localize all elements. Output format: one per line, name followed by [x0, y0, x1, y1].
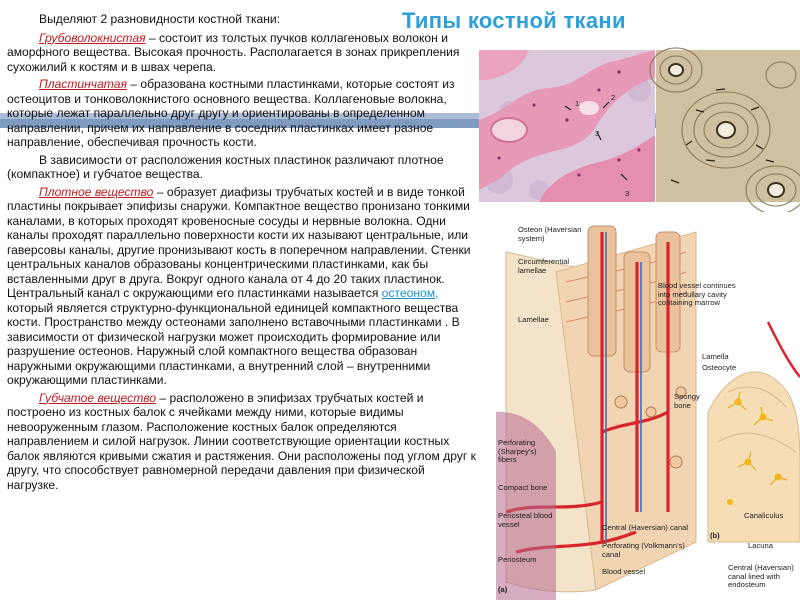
label-perforating-fibers: Perforating (Sharpey's) fibers [498, 438, 537, 465]
spongy-paragraph [7, 391, 479, 493]
label-lacuna: Lacuna [748, 541, 773, 550]
micrograph-number-2: 2 [611, 93, 616, 102]
coarse-fibered-body: – состоит из толстых пучков коллагеновых волокон и аморфного вещества. Высокая прочность. Располагается в зонах прикрепления сухожилий к костям и в швах черепа. [7, 30, 460, 74]
lamellar-body: – образована костными пластинками, которые состоят из остеоцитов и тонковолокнистого основного вещества. Коллагеновые волокна, которые лежат параллельно друг другу и ориентированы в определенном направлении, причем их направление в соседних пластинках имеет разное направление, обеспечивая прочность кости. [7, 77, 455, 149]
compact-body-2: который является структурно-функциональной единицей компактного вещества кости. Пространство между остеонами заполнено вставочными пластинками . В зависимости от физической нагрузки может происходить формирование или разрушение остеонов. Наружный слой компактного вещества образован наружными окружающими пластинками, а внутренний слой – внутренними окружающими пластинками. [7, 300, 460, 387]
label-canaliculus: Canaliculus [744, 511, 784, 520]
label-periosteal-blood-vessel: Periosteal blood vessel [498, 511, 553, 529]
lamellar-term: Пластинчатая [39, 77, 127, 91]
panel-a-label: (a) [498, 585, 508, 594]
micrograph-number-3b: 3 [625, 189, 630, 198]
spongy-term: Губчатое вещество [39, 390, 157, 405]
arrangement-paragraph: В зависимости от расположения костных пластинок различают плотное (компактное) и губчатое вещества. [7, 152, 444, 181]
compact-body-1: – образует диафизы трубчатых костей и в виде тонкой пластины покрывает эпифизы снаружи. Компактное вещество пронизано тонкими каналами, в которых проходят кровеносные сосуды и нервные волокна. Одни каналы проходят параллельно поверхности кости их называют центральные, или гаверсовы каналы, другие пронизывают кость в поперечном направлении. Стенки центральных каналов образованы концентрическими пластинками, как бы вставленными друг в друга. Вокруг одного канала от 4 до 20 таких пластинок. Центральный канал с окружающими его пластинками называется [7, 184, 471, 300]
label-lamellae: Lamellae [518, 315, 549, 324]
compact-paragraph [7, 185, 479, 388]
label-volkmann-canal: Perforating (Volkmann's) canal [602, 541, 685, 559]
spongy-body: – расположено в эпифизах трубчатых костей и построено из костных балок с ячейками между ними, которые видимы невооруженным глазом. Расположение костных балок определяются направлением и силой нагрузок. Линии соответствующие ориентации костных балок являются кривыми сжатия и растяжения. Они расположены под углом друг к другу, что способствует равномерной передачи давления при физической нагрузке. [7, 390, 476, 492]
label-blood-vessel-medullary: Blood vessel continues into medullary cavity containing marrow [658, 281, 736, 308]
lamellar-paragraph [7, 77, 479, 150]
coarse-fibered-term: Грубоволокнистая [39, 30, 146, 45]
label-central-canal-endosteum: Central (Haversian) canal lined with endosteum [728, 563, 794, 590]
slide-title: Типы костной ткани [402, 8, 626, 33]
intro-paragraph: Выделяют 2 разновидности костной ткани: [39, 12, 281, 26]
histology-micrograph-image [479, 50, 655, 202]
label-blood-vessel-a: Blood vessel [602, 567, 646, 576]
label-circumferential-lamellae: Circumferential lamellae [518, 257, 570, 275]
compact-bone-micrograph-image [656, 50, 800, 202]
label-osteocyte: Osteocyte [702, 363, 737, 372]
label-osteon: Osteon (Haversian system) [518, 225, 582, 243]
compact-term: Плотное вещество [39, 184, 154, 199]
label-compact-bone: Compact bone [498, 483, 548, 492]
spongy-bone-diagram-b [658, 212, 800, 600]
label-periosteum: Periosteum [498, 555, 537, 564]
panel-b-label: (b) [710, 531, 720, 540]
label-spongy-bone: Spongy bone [674, 392, 700, 410]
label-central-canal: Central (Haversian) canal [602, 523, 689, 532]
micrograph-number-3a: 3 [595, 129, 600, 138]
label-lamella: Lamella [702, 352, 729, 361]
osteon-term: остеоном, [381, 286, 439, 300]
coarse-fibered-paragraph [7, 31, 479, 75]
body-text [7, 12, 479, 495]
micrograph-number-1: 1 [575, 99, 580, 108]
